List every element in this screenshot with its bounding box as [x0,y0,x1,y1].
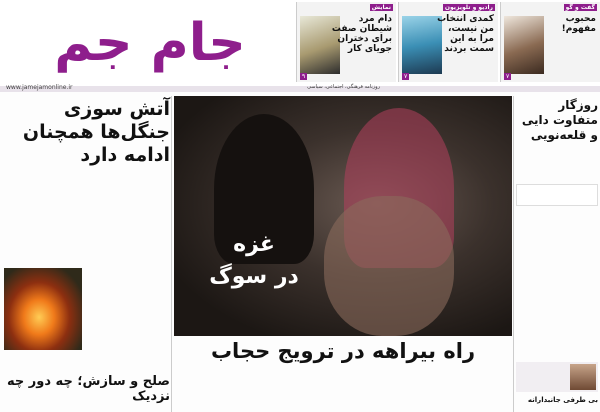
hero-figure-child [324,196,454,336]
hero-photo[interactable] [174,96,512,336]
masthead [0,0,600,92]
site-url[interactable]: www.jamejamonline.ir [6,84,73,91]
teaser-2-title: کمدی انتخاب من نیست، مرا به این سمت بردند [437,14,494,54]
teaser-3-title: محبوب مفهوم! [561,14,596,34]
tagline: روزنامه فرهنگی، اجتماعی، سیاسی [307,84,380,90]
teaser-1-title: دام مرد شیطان صفت برای دختران جویای کار [331,14,392,54]
hero-caption-line1: غزه [233,232,275,257]
left-column [4,96,170,412]
logo-text: جام جم [54,13,246,73]
teaser-2-page-number: ۷ [404,73,408,80]
brand-banner[interactable] [516,184,598,206]
column-divider-left [171,96,172,412]
author-box [516,362,598,392]
column-headline[interactable]: بی طرفی جانبدارانه [527,396,598,404]
teaser-1[interactable] [296,2,396,82]
author-photo [570,364,596,390]
hero-caption-line2: در سوگ [209,264,299,289]
teaser-1-page-number: ۹ [302,73,306,80]
main-headline[interactable]: راه بیراهه در ترویج حجاب [210,339,476,363]
teaser-2-kicker: رادیو و تلویزیون [444,4,493,11]
teaser-3-kicker: گفت و گو [565,4,595,11]
fire-headline[interactable]: آتش سوزی جنگل‌ها همچنان ادامه دارد [22,98,170,166]
column-divider-right [513,96,514,412]
teaser-3-page-number: ۷ [506,73,510,80]
teaser-1-kicker: نمایش [371,4,391,11]
masthead-rule [0,86,600,92]
logo[interactable] [4,4,294,82]
right-column [516,96,600,412]
football-headline[interactable]: روزگار متفاوت دایی و قلعه‌نویی [521,98,598,142]
teaser-3[interactable] [500,2,600,82]
teaser-2[interactable] [398,2,498,82]
peace-headline[interactable]: صلح و سازش؛ چه دور چه نزدیک [7,374,170,404]
fire-photo [4,268,82,350]
